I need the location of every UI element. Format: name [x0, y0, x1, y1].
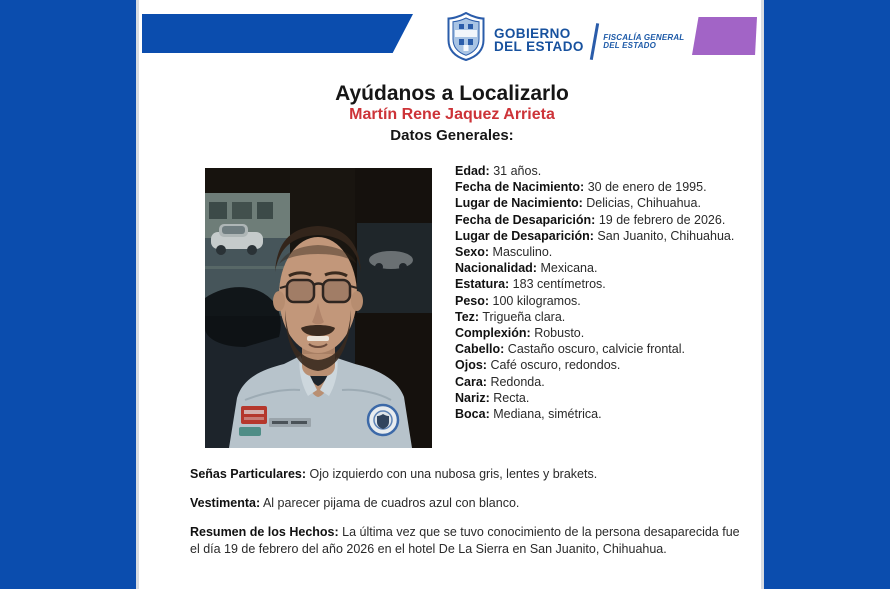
- shirt-badge: [368, 405, 398, 435]
- note-value: Ojo izquierdo con una nubosa gris, lentes y brakets.: [309, 467, 598, 481]
- field-value: 183 centímetros.: [512, 277, 606, 292]
- field-label: Tez:: [455, 309, 480, 324]
- field-row: [455, 374, 747, 390]
- state-shield-icon: [447, 12, 485, 61]
- section-heading: Datos Generales:: [390, 127, 514, 144]
- agency-wordmark: [603, 22, 684, 51]
- shirt-red-patch: [241, 406, 267, 424]
- field-row: [455, 212, 747, 228]
- field-row: [455, 325, 747, 341]
- note-value: La última vez que se tuvo conocimiento de la persona desaparecida fue el día 19 de febrero del año 2026 en el hotel De La Sierra en San Juanito, Chihuahua.: [190, 525, 740, 556]
- agency-line2: DEL ESTADO: [603, 41, 657, 50]
- field-label: Peso:: [455, 293, 490, 308]
- field-label: Complexión:: [455, 326, 531, 341]
- field-label: Nacionalidad:: [455, 261, 537, 276]
- field-value: Mediana, simétrica.: [493, 407, 602, 422]
- field-row: [455, 390, 747, 406]
- case-notes: [190, 466, 750, 570]
- field-label: Fecha de Nacimiento:: [455, 180, 585, 195]
- field-row: [455, 179, 747, 195]
- field-label: Lugar de Desaparición:: [455, 228, 594, 243]
- general-data-list: [455, 163, 747, 422]
- field-row: [455, 293, 747, 309]
- note-label: Vestimenta:: [190, 496, 261, 510]
- field-value: Café oscuro, redondos.: [490, 358, 621, 373]
- field-value: Castaño oscuro, calvicie frontal.: [507, 342, 685, 357]
- field-label: Sexo:: [455, 245, 490, 260]
- field-row: [455, 163, 747, 179]
- field-row: [455, 309, 747, 325]
- distinguishing-marks: [190, 466, 750, 483]
- field-label: Cabello:: [455, 342, 505, 357]
- field-label: Fecha de Desaparición:: [455, 212, 596, 227]
- header-purple-accent: [692, 17, 757, 55]
- shirt-teal-patch: [239, 427, 261, 436]
- field-label: Ojos:: [455, 358, 487, 373]
- field-row: [455, 276, 747, 292]
- field-row: [455, 228, 747, 244]
- field-label: Edad:: [455, 164, 490, 178]
- government-line2: DEL ESTADO: [494, 38, 584, 54]
- field-label: Nariz:: [455, 390, 490, 405]
- field-value: Recta.: [493, 390, 530, 405]
- government-wordmark: [494, 19, 584, 53]
- logo-divider: [590, 23, 599, 60]
- field-value: Trigueña clara.: [482, 309, 566, 324]
- field-value: 30 de enero de 1995.: [587, 180, 707, 195]
- poster-title: Ayúdanos a Localizarlo: [335, 82, 569, 105]
- left-frame-border: [0, 0, 139, 589]
- case-summary: [190, 524, 750, 558]
- clothing: [190, 495, 750, 512]
- field-value: 31 años.: [493, 164, 542, 178]
- field-value: Delicias, Chihuahua.: [586, 196, 701, 211]
- field-label: Cara:: [455, 374, 487, 389]
- field-value: Mexicana.: [540, 261, 598, 276]
- field-value: 19 de febrero de 2026.: [598, 212, 726, 227]
- field-row: [455, 406, 747, 422]
- field-label: Estatura:: [455, 277, 510, 292]
- note-value: Al parecer pijama de cuadros azul con blanco.: [262, 496, 520, 510]
- field-value: Redonda.: [490, 374, 545, 389]
- field-value: San Juanito, Chihuahua.: [597, 228, 735, 243]
- government-logo: [447, 10, 684, 62]
- field-value: Masculino.: [492, 245, 553, 260]
- agency-line1: FISCALÍA GENERAL: [603, 32, 685, 42]
- field-row: [455, 244, 747, 260]
- field-value: 100 kilogramos.: [492, 293, 581, 308]
- right-frame-border: [761, 0, 890, 589]
- government-line1: GOBIERNO: [494, 26, 571, 41]
- field-row: [455, 357, 747, 373]
- note-label: Resumen de los Hechos:: [190, 525, 339, 539]
- missing-person-photo: [205, 168, 432, 448]
- field-label: Lugar de Nacimiento:: [455, 196, 583, 211]
- field-row: [455, 341, 747, 357]
- field-label: Boca:: [455, 407, 490, 422]
- header-blue-band: [142, 14, 413, 53]
- field-row: [455, 260, 747, 276]
- person-name: Martín Rene Jaquez Arrieta: [349, 106, 555, 123]
- field-row: [455, 195, 747, 211]
- field-value: Robusto.: [534, 326, 585, 341]
- note-label: Señas Particulares:: [190, 467, 307, 481]
